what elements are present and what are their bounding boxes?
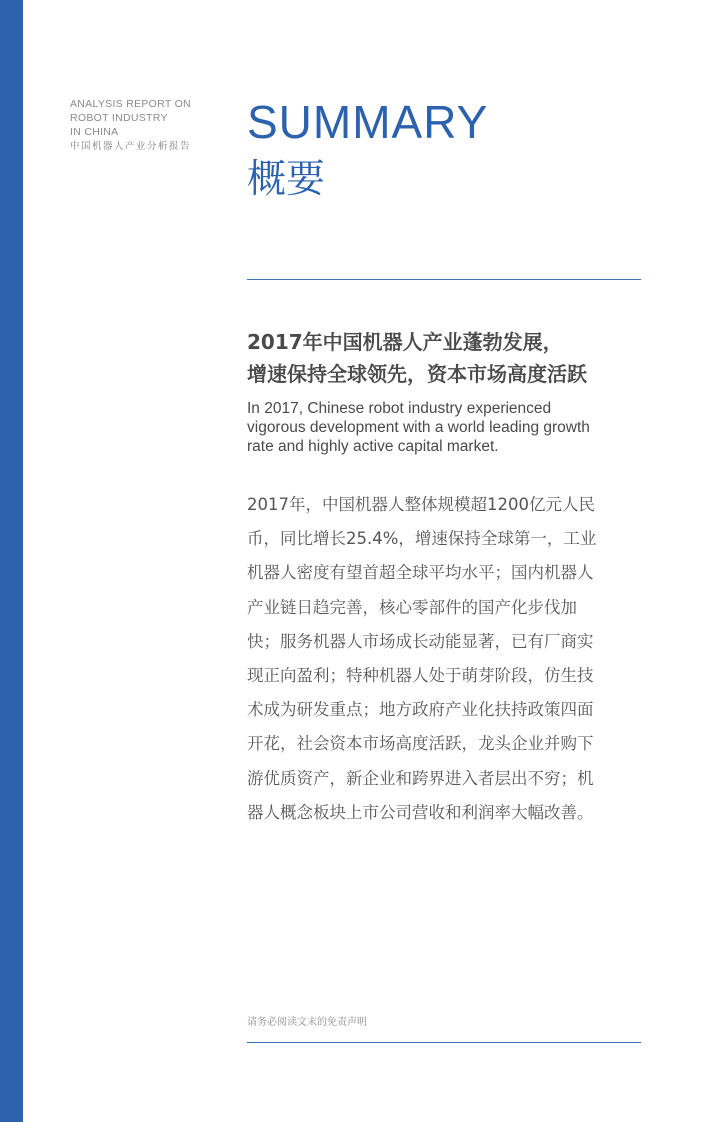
page-title-en: SUMMARY xyxy=(247,96,489,148)
page-title-cn: 概要 xyxy=(247,157,326,202)
left-accent-bar xyxy=(0,0,23,1122)
headline-cn xyxy=(247,326,667,390)
headline-en-line-2: vigorous development with a world leading growth xyxy=(247,419,590,436)
report-label-en-line-2: ROBOT INDUSTRY xyxy=(70,112,168,124)
body-line-1: 2017年，中国机器人整体规模超1200亿元人民 xyxy=(247,495,595,514)
body-line-2: 币，同比增长25.4%，增速保持全球第一，工业 xyxy=(247,529,597,549)
body-line-5: 快；服务机器人市场成长动能显著，已有厂商实 xyxy=(247,631,594,651)
headline-en-line-1: In 2017, Chinese robot industry experienced xyxy=(247,400,552,417)
body-line-8: 开花，社会资本市场高度活跃，龙头企业并购下 xyxy=(247,734,594,754)
disclaimer-note: 请务必阅读文末的免责声明 xyxy=(247,1017,367,1028)
body-line-4: 产业链日趋完善，核心零部件的国产化步伐加 xyxy=(247,597,577,617)
body-line-6: 现正向盈利；特种机器人处于萌芽阶段，仿生技 xyxy=(247,666,594,686)
summary-body xyxy=(247,488,647,830)
report-label-cn: 中国机器人产业分析报告 xyxy=(70,141,192,152)
headline-en-line-3: rate and highly active capital market. xyxy=(247,438,499,455)
body-line-9: 游优质资产，新企业和跨界进入者层出不穷；机 xyxy=(247,768,594,788)
body-line-7: 术成为研发重点；地方政府产业化扶持政策四面 xyxy=(247,700,594,720)
report-label-en-line-3: IN CHINA xyxy=(70,126,119,138)
top-divider xyxy=(247,279,641,280)
headline-cn-line-1: 2017年中国机器人产业蓬勃发展， xyxy=(247,330,563,354)
body-line-3: 机器人密度有望首超全球平均水平；国内机器人 xyxy=(247,563,594,583)
body-line-10: 器人概念板块上市公司营收和利润率大幅改善。 xyxy=(247,802,594,822)
bottom-divider xyxy=(247,1042,641,1043)
headline-en xyxy=(247,399,687,456)
report-label xyxy=(70,97,220,155)
report-label-en-line-1: ANALYSIS REPORT ON xyxy=(70,98,191,110)
headline-cn-line-2: 增速保持全球领先，资本市场高度活跃 xyxy=(247,362,587,386)
